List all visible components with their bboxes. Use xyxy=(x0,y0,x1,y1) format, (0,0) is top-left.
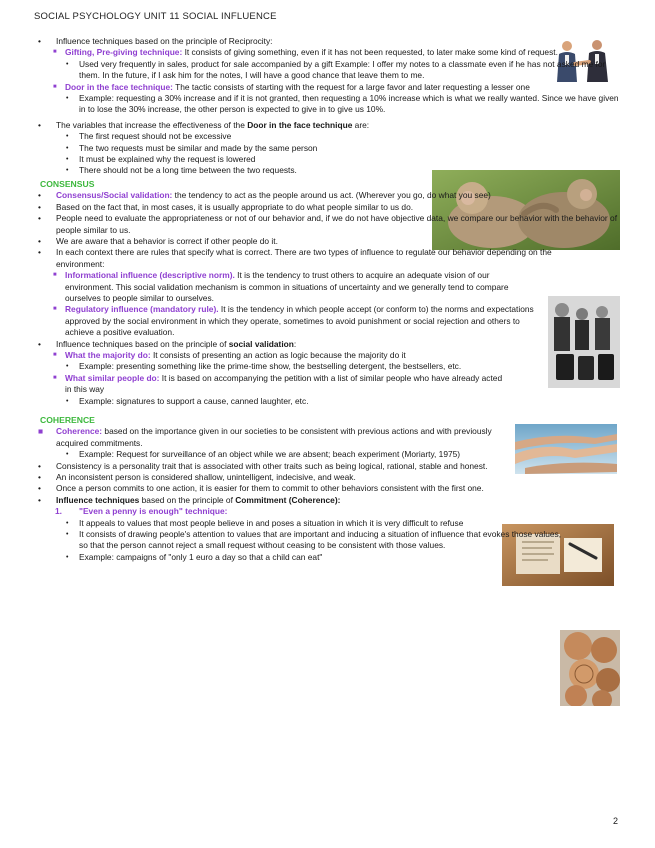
page-header: SOCIAL PSYCHOLOGY UNIT 11 SOCIAL INFLUENCE xyxy=(34,11,277,22)
list-item: ■ What similar people do: It is based on accompanying the petition with a list of similar people who have already acted in this way xyxy=(53,372,503,395)
list-item: • Example: Request for surveillance of an object while we are absent; beach experiment (Moriarty, 1975) xyxy=(66,449,461,460)
list-item: • Influence techniques based on the principle of Commitment (Coherence): xyxy=(38,494,341,505)
list-item: • It consists of drawing people's attention to values that are important and inducing a situation of influence that evokes those values, so that the person cannot reject a small request without ceasing to be consistent with those values. xyxy=(66,529,562,551)
list-item: ■ Gifting, Pre-giving technique: It consists of giving something, even if it has not been requested, to later make some kind of request. xyxy=(53,47,558,58)
list-item: • An inconsistent person is considered shallow, unintelligent, indecisive, and weak. xyxy=(38,472,356,483)
list-item: ■ Coherence: based on the importance given in our societies to be consistent with previous actions and with previously acquired commitments. xyxy=(38,426,492,448)
list-item: ■ What the majority do: It consists of presenting an action as logic because the majority do it xyxy=(53,349,406,360)
list-item: • Consistency is a personality trait that is associated with other traits such as being logical, rational, stable and honest. xyxy=(38,460,488,471)
list-item: ■ Informational influence (descriptive norm). It is the tendency to trust others to acquire an adequate vision of our environment. This social validation mechanism is common in situations of uncertainty and we generally tend to compare ourselves to people similar to ourselves. xyxy=(53,270,509,303)
section-title-coherence: COHERENCE xyxy=(40,415,95,425)
list-item: ■ Door in the face technique: The tactic consists of starting with the request for a large favor and later requesting a lesser one xyxy=(53,81,530,92)
list-item: • The first request should not be excessive xyxy=(66,131,232,142)
list-item: • Example: campaigns of "only 1 euro a day so that a child can eat" xyxy=(66,551,323,562)
list-item: • Based on the fact that, in most cases, it is usually appropriate to do what people similar to us do. xyxy=(38,201,414,212)
section-title-consensus: CONSENSUS xyxy=(40,178,95,189)
coherence-list xyxy=(32,426,624,563)
list-item: • There should not be a long time between the two requests. xyxy=(66,165,297,176)
list-item: • Example: signatures to support a cause, canned laughter, etc. xyxy=(66,395,309,406)
page-content xyxy=(32,36,624,563)
list-item: • Example: requesting a 30% increase and if it is not granted, then requesting a 10% increase which is what we really wanted. Since we have given in to lose the 30% increase, the other person is expected to give in to give us 10%. xyxy=(66,93,619,115)
list-item: • Influence techniques based on the principle of social validation: xyxy=(38,338,297,349)
list-item: • It appeals to values that most people believe in and poses a situation in which it is very difficult to refuse xyxy=(66,517,464,528)
list-item: • Once a person commits to one action, it is easier for them to commit to other behaviors consistent with the first one. xyxy=(38,483,484,494)
coins-photo xyxy=(560,630,620,706)
list-item: • Consensus/Social validation: the tendency to act as the people around us act. (Wherever you go, do what you see) xyxy=(38,190,491,201)
consensus-list xyxy=(32,190,624,407)
list-item: • We are aware that a behavior is correct if other people do it. xyxy=(38,235,278,246)
reciprocity-list xyxy=(32,36,624,116)
list-item: • It must be explained why the request is lowered xyxy=(66,154,256,165)
list-item: • Influence techniques based on the principle of Reciprocity: xyxy=(38,36,273,46)
list-item: • People need to evaluate the appropriateness or not of our behavior and, if we do not have objective data, we compare our behavior with the behavior of people similar to us. xyxy=(38,213,618,235)
list-item: • The variables that increase the effectiveness of the Door in the face technique are: xyxy=(38,119,370,130)
list-item: • The two requests must be similar and made by the same person xyxy=(66,142,318,153)
list-item: • In each context there are rules that specify what is correct. There are two types of influence to regulate our behavior depending on the environment: xyxy=(38,247,552,269)
list-item: • Used very frequently in sales, product for sale accompanied by a gift Example: I offer my notes to a classmate even if he has not asked me for them. In the future, if I ask him for the notes, I will have a good chance that leave them to me. xyxy=(66,58,606,81)
list-item: • Example: presenting something like the prime-time show, the bestselling detergent, the bestsellers, etc. xyxy=(66,361,462,372)
list-item: ■ Regulatory influence (mandatory rule). It is the tendency in which people accept (or conform to) the norms and expectations approved by the social environment in which they operate, sometimes to avoid punishment or social rejection and others to achieve a positive evaluation. xyxy=(53,304,534,338)
list-item: 1. "Even a penny is enough" technique: xyxy=(55,506,228,517)
variables-list xyxy=(32,120,624,177)
page-number: 2 xyxy=(613,816,619,826)
